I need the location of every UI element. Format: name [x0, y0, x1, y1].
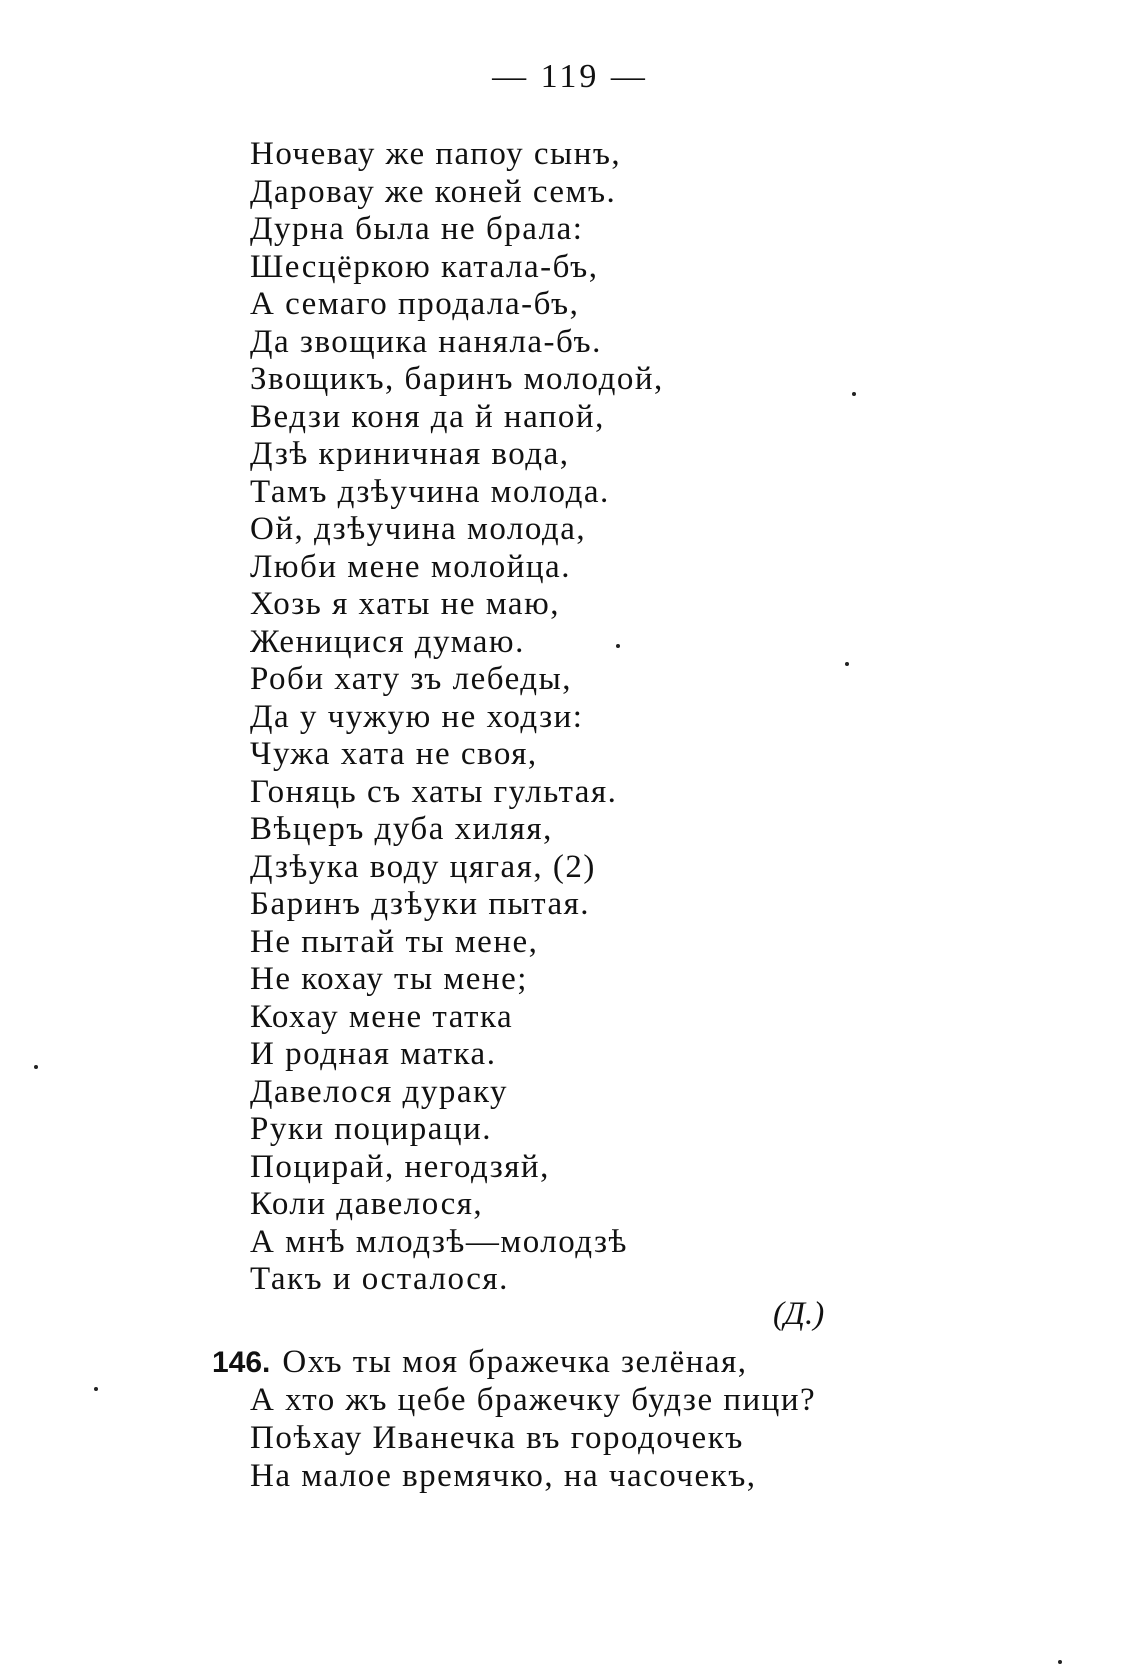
- poem-line: Ночевау же папоу сынъ,: [250, 136, 622, 172]
- poem-line: Давелося дураку: [250, 1073, 509, 1110]
- poem-line: Дурна была не брала:: [250, 211, 584, 247]
- ink-speck: [616, 644, 620, 648]
- poem-line: Ведзи коня да й напой,: [250, 398, 605, 435]
- poem-line: Тамъ дзѣучина молода.: [250, 473, 610, 510]
- poem-line: Хозь я хаты не маю,: [250, 586, 560, 622]
- poem-line: Шесцёркою катала-бъ,: [250, 248, 599, 285]
- poem-line: А семаго продала-бъ,: [250, 286, 580, 322]
- song-line: На малое времячко, на часочекъ,: [250, 1458, 757, 1494]
- poem-line: Люби мене молойца.: [250, 548, 571, 585]
- poem-line: Такъ и осталося.: [250, 1261, 509, 1297]
- poem-line: И родная матка.: [250, 1036, 497, 1072]
- song-146: [212, 1343, 816, 1495]
- poem-line: Кохау мене татка: [250, 998, 514, 1035]
- poem-line: Да звощика наняла-бъ.: [250, 323, 602, 360]
- poem-line: Роби хату зъ лебеды,: [250, 661, 573, 697]
- poem-line: Руки поцираци.: [250, 1111, 492, 1147]
- poem-line: Не пытай ты мене,: [250, 923, 539, 960]
- song-number: 146.: [212, 1346, 271, 1379]
- ink-speck: [1058, 1660, 1062, 1664]
- poem: [250, 136, 664, 1299]
- song-first-line: [212, 1343, 816, 1381]
- poem-line: Коли давелося,: [250, 1186, 484, 1222]
- poem-line: Гоняць съ хаты гультая.: [250, 773, 618, 810]
- ink-speck: [845, 662, 849, 666]
- poem-line: Даровау же коней семъ.: [250, 173, 617, 210]
- poem-line: Да у чужую не ходзи:: [250, 698, 584, 735]
- poem-line: Не кохау ты мене;: [250, 961, 528, 997]
- ink-speck: [852, 392, 856, 396]
- poem-line: Баринъ дзѣуки пытая.: [250, 886, 591, 922]
- poem-line: Ой, дзѣучина молода,: [250, 511, 587, 547]
- poem-line: Поцирай, негодзяй,: [250, 1148, 550, 1185]
- poem-line: Вѣцеръ дуба хиляя,: [250, 811, 553, 847]
- poem-signature: (Д.): [773, 1296, 825, 1332]
- poem-line: Женицися думаю.: [250, 623, 525, 660]
- poem-line: Дзѣ криничная вода,: [250, 436, 570, 472]
- poem-line: А мнѣ млодзѣ—молодзѣ: [250, 1223, 628, 1260]
- song-line: Охъ ты моя бражечка зелёная,: [282, 1344, 748, 1380]
- poem-line: Звощикъ, баринъ молодой,: [250, 361, 664, 397]
- poem-line: Дзѣука воду цягая, (2): [250, 848, 596, 885]
- song-line: А хто жъ цебе бражечку будзе пици?: [250, 1382, 817, 1418]
- page-number: — 119 —: [492, 58, 648, 95]
- ink-speck: [34, 1065, 38, 1069]
- ink-speck: [94, 1387, 98, 1391]
- song-line: Поѣхау Иванечка въ городочекъ: [250, 1420, 744, 1456]
- poem-line: Чужа хата не своя,: [250, 736, 538, 772]
